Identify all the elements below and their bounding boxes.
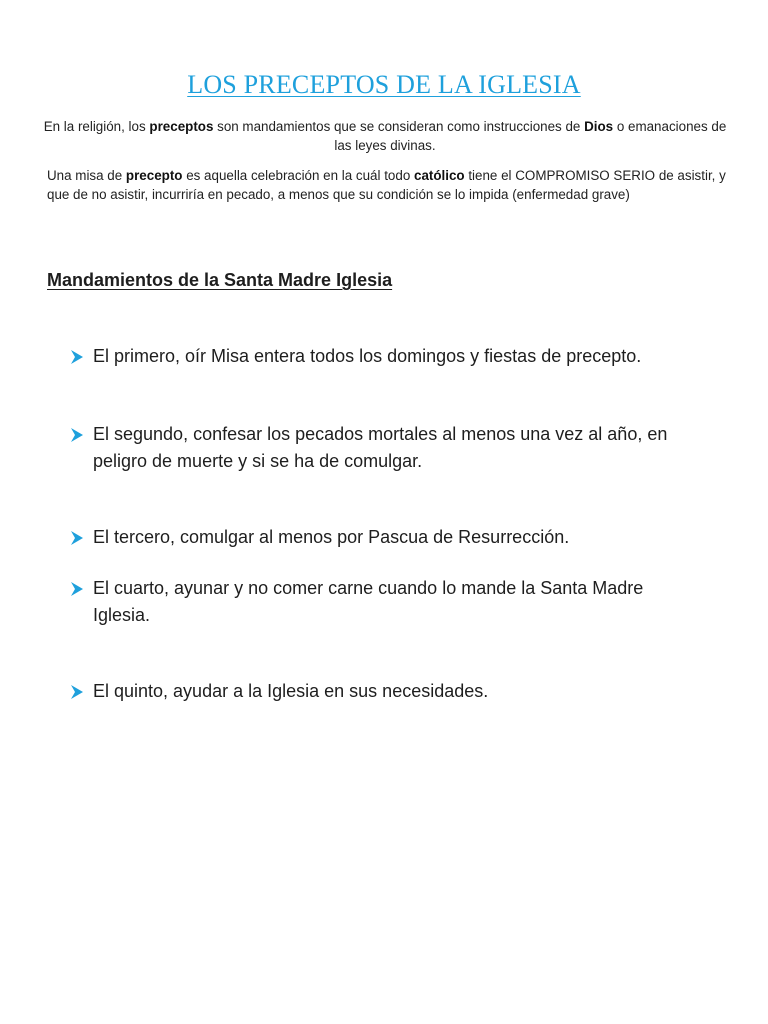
misa-text-2: es aquella celebración en la cuál todo xyxy=(182,168,414,183)
misa-text-3: tiene el COMPROMISO SERIO de asistir, y que de no asistir, incurriría en pecado, a menos que su condición se lo impida (enfermedad grave) xyxy=(47,168,726,202)
arrowhead-icon xyxy=(70,343,93,370)
precept-text: El primero, oír Misa entera todos los domingos y fiestas de precepto. xyxy=(93,346,642,366)
intro-text-2: son mandamientos que se consideran como instrucciones de xyxy=(213,119,585,134)
arrowhead-icon xyxy=(70,575,93,602)
precept-text: El quinto, ayudar a la Iglesia en sus necesidades. xyxy=(93,681,489,701)
misa-bold-precepto: precepto xyxy=(125,168,183,183)
misa-paragraph xyxy=(47,166,727,204)
precept-item-1 xyxy=(70,343,700,370)
section-heading: Mandamientos de la Santa Madre Iglesia xyxy=(47,270,393,290)
page-title: LOS PRECEPTOS DE LA IGLESIA xyxy=(187,70,581,99)
precept-text: El segundo, confesar los pecados mortales al menos una vez al año, en peligro de muerte y si se ha de comulgar. xyxy=(93,424,668,471)
intro-text-1: En la religión, los xyxy=(43,119,150,134)
misa-text-1: Una misa de xyxy=(47,168,126,183)
precept-item-3 xyxy=(70,524,700,551)
intro-bold-preceptos: preceptos xyxy=(149,119,214,134)
precept-text: El cuarto, ayunar y no comer carne cuando lo mande la Santa Madre Iglesia. xyxy=(93,578,644,625)
intro-bold-dios: Dios xyxy=(584,119,614,134)
intro-text-3: o emanaciones de las leyes divinas. xyxy=(334,119,727,153)
arrowhead-icon xyxy=(70,421,93,448)
arrowhead-icon xyxy=(70,678,93,705)
arrowhead-icon xyxy=(70,524,93,551)
precept-item-2 xyxy=(70,421,700,475)
precept-item-4 xyxy=(70,575,700,629)
misa-bold-catolico: católico xyxy=(414,168,465,183)
precept-item-5 xyxy=(70,678,700,705)
precept-text: El tercero, comulgar al menos por Pascua de Resurrección. xyxy=(93,527,570,547)
intro-paragraph xyxy=(40,117,730,155)
